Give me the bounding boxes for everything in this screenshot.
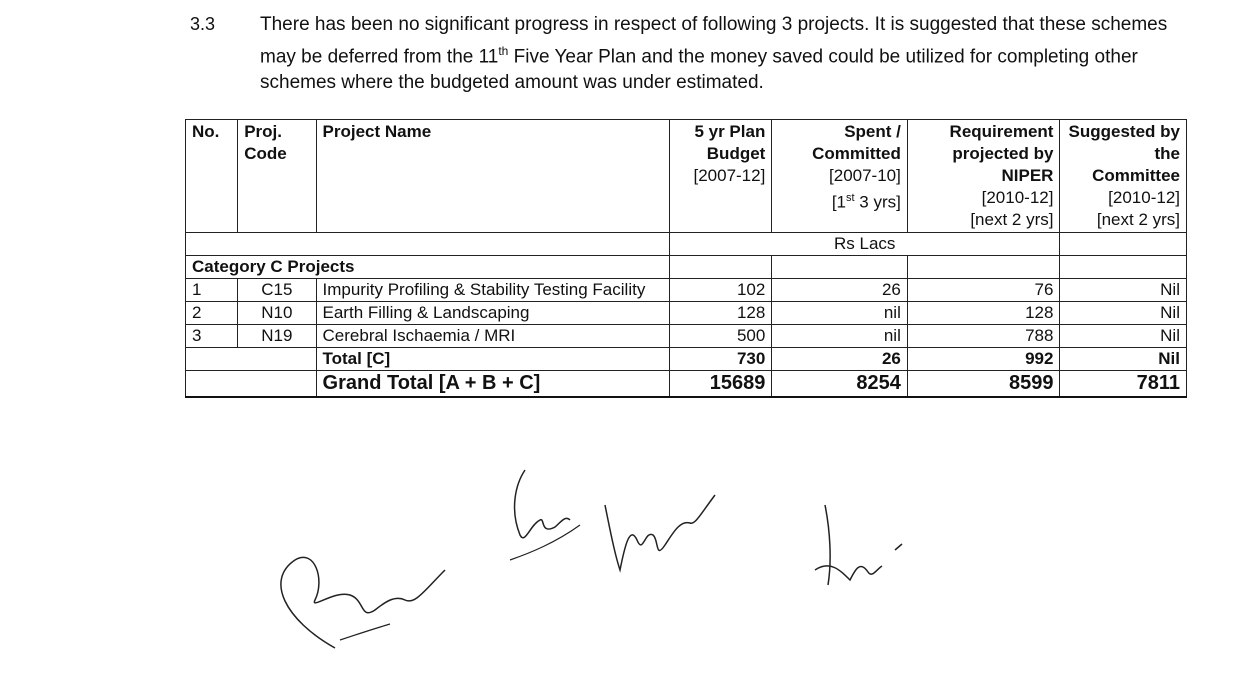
signature-4 <box>810 500 910 595</box>
row-requirement: 76 <box>907 279 1060 302</box>
header-budget-sub: [2007-12] <box>693 166 766 185</box>
row-no: 1 <box>186 279 238 302</box>
category-label: Category C Projects <box>186 256 670 279</box>
header-suggested-title: Suggested by the Committee <box>1068 122 1180 185</box>
signature-3 <box>595 485 725 585</box>
row-name: Impurity Profiling & Stability Testing Facility <box>316 279 669 302</box>
header-budget <box>669 120 771 233</box>
header-requirement <box>907 120 1060 233</box>
header-spent-sub: [2007-10] <box>829 166 901 185</box>
paragraph-number: 3.3 <box>190 14 216 34</box>
row-budget: 102 <box>669 279 771 302</box>
row-name: Cerebral Ischaemia / MRI <box>316 325 669 348</box>
header-spent-sub2-post: 3 yrs] <box>854 192 901 212</box>
row-spent: nil <box>772 325 908 348</box>
row-requirement: 128 <box>907 302 1060 325</box>
row-code: N10 <box>238 302 316 325</box>
grand-total-label: Grand Total [A + B + C] <box>316 371 669 398</box>
signature-1 <box>255 540 465 660</box>
grand-total-suggested: 7811 <box>1060 371 1187 398</box>
grand-total-budget: 15689 <box>669 371 771 398</box>
header-spent-sub2 <box>778 187 901 214</box>
total-blank <box>186 348 317 371</box>
table-row <box>186 279 1187 302</box>
row-code: N19 <box>238 325 316 348</box>
total-requirement: 992 <box>907 348 1060 371</box>
table-row <box>186 325 1187 348</box>
header-requirement-sub: [2010-12] <box>981 188 1054 207</box>
total-spent: 26 <box>772 348 908 371</box>
paragraph-text-part: Five Year Plan and the money saved could be utilized for completing other schemes where the budgeted amount was under estimated. <box>260 46 1138 94</box>
header-suggested-sub: [2010-12] <box>1108 188 1180 207</box>
units-label: Rs Lacs <box>669 233 1060 256</box>
row-no: 2 <box>186 302 238 325</box>
projects-table <box>185 119 1187 398</box>
signature-2 <box>500 465 590 575</box>
header-spent-title: Spent / Committed <box>812 122 901 163</box>
row-name: Earth Filling & Landscaping <box>316 302 669 325</box>
row-code: C15 <box>238 279 316 302</box>
header-budget-title: 5 yr Plan Budget <box>694 122 766 163</box>
header-suggested-sub2: [next 2 yrs] <box>1096 210 1180 229</box>
category-cell <box>669 256 771 279</box>
header-spent-sup: st <box>846 192 855 204</box>
category-cell <box>907 256 1060 279</box>
category-cell <box>1060 256 1187 279</box>
category-cell <box>772 256 908 279</box>
total-row <box>186 348 1187 371</box>
header-requirement-sub2: [next 2 yrs] <box>970 210 1054 229</box>
row-suggested: Nil <box>1060 302 1187 325</box>
units-blank-end <box>1060 233 1187 256</box>
header-row <box>186 120 1187 233</box>
table-row <box>186 302 1187 325</box>
row-suggested: Nil <box>1060 325 1187 348</box>
row-spent: nil <box>772 302 908 325</box>
total-suggested: Nil <box>1060 348 1187 371</box>
row-spent: 26 <box>772 279 908 302</box>
grand-total-row <box>186 371 1187 398</box>
row-budget: 500 <box>669 325 771 348</box>
paragraph-superscript: th <box>498 44 509 58</box>
header-proj-code: Proj. Code <box>238 120 316 233</box>
total-label: Total [C] <box>316 348 669 371</box>
units-row <box>186 233 1187 256</box>
category-row <box>186 256 1187 279</box>
header-spent-sub2-pre: [1 <box>831 192 846 212</box>
header-spent <box>772 120 908 233</box>
row-budget: 128 <box>669 302 771 325</box>
grand-total-spent: 8254 <box>772 371 908 398</box>
grand-total-requirement: 8599 <box>907 371 1060 398</box>
units-blank <box>186 233 670 256</box>
paragraph-text-part: There has been no significant progress in respect of following 3 projects. It is suggested that these schemes may be deferred from the 11 <box>260 14 1168 68</box>
row-no: 3 <box>186 325 238 348</box>
row-suggested: Nil <box>1060 279 1187 302</box>
grand-total-blank <box>186 371 317 398</box>
header-suggested <box>1060 120 1187 233</box>
paragraph-text <box>260 12 1180 96</box>
header-requirement-title: Requirement projected by NIPER <box>949 122 1054 185</box>
header-no: No. <box>186 120 238 233</box>
header-project-name: Project Name <box>316 120 669 233</box>
total-budget: 730 <box>669 348 771 371</box>
row-requirement: 788 <box>907 325 1060 348</box>
